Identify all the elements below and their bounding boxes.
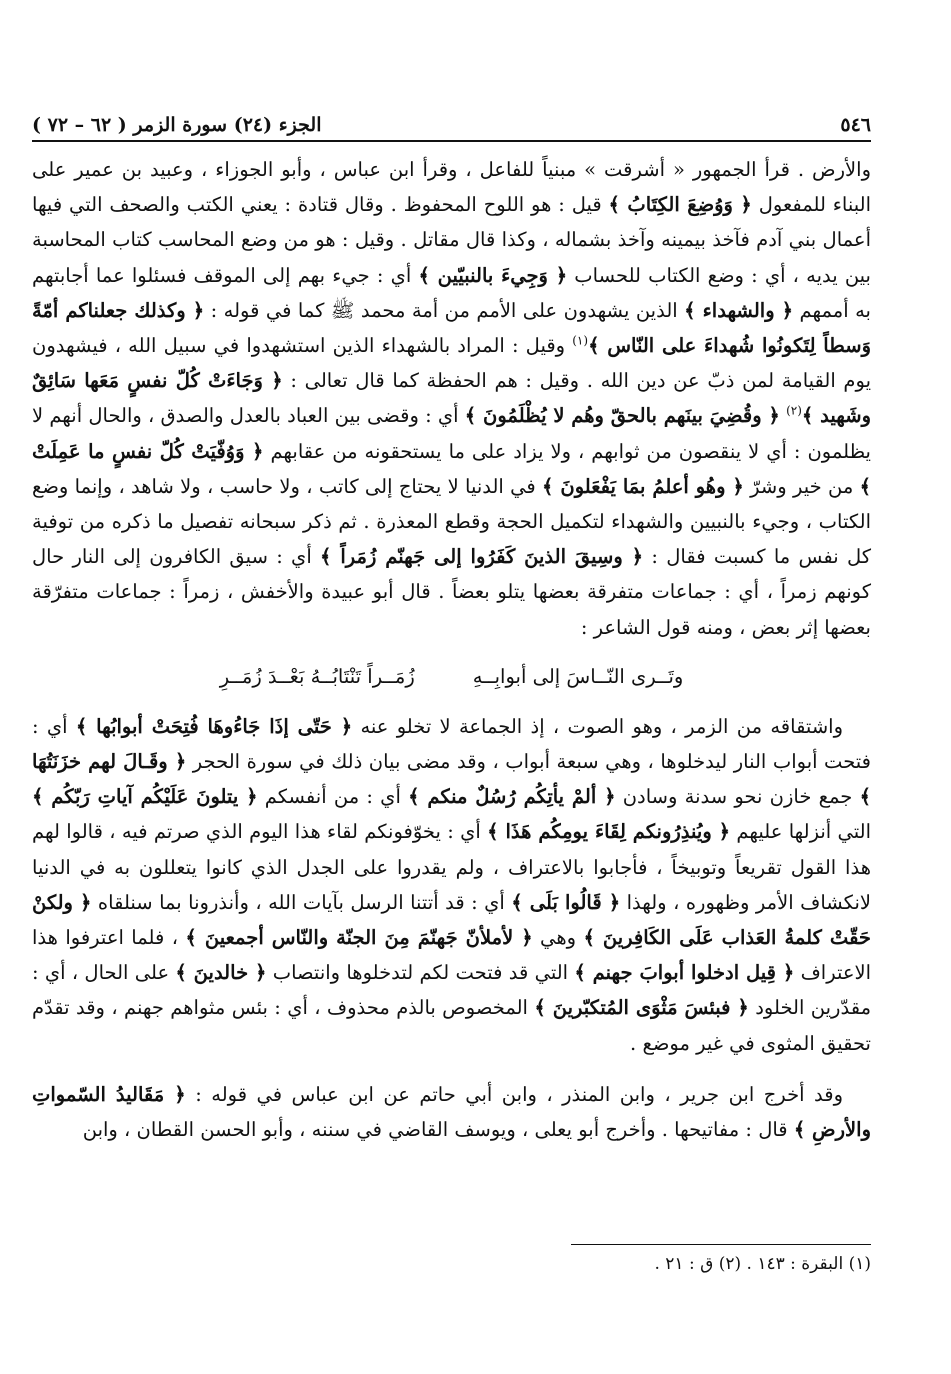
quran-verse: ﴿ وهُو أعلمُ بمَا يَفْعَلونَ ﴾ <box>542 474 744 498</box>
quran-verse: ﴿ وسِيقَ الذينَ كَفَرُوا إلى جَهنّم زُمَراً ﴾ <box>320 545 644 569</box>
quran-verse: ﴿ ويُنذِرُونكم لِقَاءَ يومِكُم هَذَا ﴾ <box>487 820 731 844</box>
footnote-reference: (١) <box>572 333 589 348</box>
text-run: أي : من أنفسكم <box>257 785 409 809</box>
text-run: وقيل : المراد بالشهداء الذين استشهدوا في سبيل الله ، فيشهدون يوم القيامة لمن ذبّ عن دين الله . وقيل : هم الحفظة كما قال تعالى : <box>32 334 872 393</box>
text-run: واشتقاقه من الزمر ، وهو الصوت ، إذ الجماعة لا تخلو عنه <box>352 714 843 738</box>
paragraph-commentary-1 <box>32 152 871 645</box>
text-run: التي قد فتحت لكم لتدخلوها وانتصاب <box>266 961 575 985</box>
quran-verse: ﴿ لأملأنّ جَهنّمَ مِنَ الجنّة والنّاس أجمعينَ ﴾ <box>185 926 533 950</box>
footnote-reference: (٢) <box>786 403 802 418</box>
section-title: الجزء (٢٤) سورة الزمر ( ٦٢ – ٧٢ ) <box>32 114 322 136</box>
text-run: والأرض . قرأ الجمهور « أشرقت » مبنياً للفاعل ، وقرأ ابن عباس ، وأبو الجوزاء ، وعبيد بن عمير على البناء للمفعول <box>32 158 871 217</box>
text-run: ، فلما اعترفوا هذا الاعتراف <box>32 926 872 985</box>
text-run: أي : سيق الكافرون إلى النار حال كونهم زمراً ، أي : جماعات متفرقة بعضها يتلو بعضاً . قال أبو عبيدة والأخفش ، زمراً : جماعات متفرّقة بعضها إثر بعض ، ومنه قول الشاعر : <box>32 545 871 639</box>
text-run: على الحال ، أي : مقدّرين الخلود <box>32 961 872 1020</box>
text-run: أي : وقضى بين العباد بالعدل والصدق ، والحال أنهم لا يظلمون : أي لا ينقصون من ثوابهم ، ولا يزاد على ما يستحقونه من عقابهم <box>32 404 871 463</box>
quran-verse: ﴿ والشهداء ﴾ <box>684 298 794 322</box>
poetry-verse <box>32 659 871 695</box>
text-run: وهي <box>532 926 584 950</box>
quran-verse: ﴿ قَالُوا بَلَى ﴾ <box>511 890 621 914</box>
quran-verse: ﴿ مَقَاليدُ السّمواتِ والأرضِ ﴾ <box>32 1082 871 1142</box>
quran-verse: ﴿ قِيل ادخلوا أبوابَ جهنم ﴾ <box>574 961 795 985</box>
main-text <box>32 152 871 1147</box>
poetry-hemistich-first: وتَــرى النّــاسَ إلى أبوابِــهِ <box>472 664 684 688</box>
text-run: التي أنزلها عليهم <box>730 820 871 844</box>
text-run: وقد أخرج ابن جرير ، وابن المنذر ، وابن أبي حاتم عن ابن عباس في قوله : <box>185 1082 843 1106</box>
running-header <box>32 96 871 142</box>
text-run: أي : يخوّفونكم لقاء هذا اليوم الذي صرتم فيه ، قالوا لهم هذا القول تقريعاً وتوبيخاً ، فأجابوا بالاعتراف ، ولم يقدروا على الجدل الذي كانوا يتعللون به في الدنيا لانكشاف الأمر وظهوره ، ولهذا <box>32 820 871 914</box>
quran-verse: ﴿ وقُضِيَ بينَهم بالحقّ وهُم لا يُظْلَمُونَ ﴾ <box>464 404 780 428</box>
quran-verse: ﴿ وكذلك جعلناكم أمّةً وَسطاً لِتَكونُوا شُهداءَ على النّاس ﴾ <box>32 298 871 358</box>
quran-verse: ﴿ وَوُضِعَ الكِتَابُ ﴾ <box>608 193 752 217</box>
quran-verse: ﴿ ولكنْ حَقّتْ كلمةُ العَذاب عَلَى الكَافِرينَ ﴾ <box>32 890 871 950</box>
text-run: الذين يشهدون على الأمم من أمة محمد ﷺ كما في قوله : <box>204 298 685 322</box>
text-run: أي : قد أتتنا الرسل بآيات الله ، وأنذرونا بما سنلقاه <box>91 890 512 914</box>
paragraph-narrations <box>32 1077 871 1147</box>
paragraph-commentary-2 <box>32 709 871 1061</box>
text-run: أي : فتحت أبواب النار ليدخلوها ، وهي سبعة أبواب ، وقد مضى بيان ذلك في سورة الحجر <box>32 714 871 774</box>
quran-verse: ﴿ خالدينَ ﴾ <box>175 961 267 985</box>
text-run: أي : جيء بهم إلى الموقف فسئلوا عما أجابتهم به أممهم <box>32 263 871 322</box>
text-run: جمع خازن نحو سدنة وسادن <box>615 785 860 809</box>
footnote: (١) البقرة : ١٤٣ . (٢) ق : ٢١ . <box>654 1254 871 1274</box>
text-run: في الدنيا لا يحتاج إلى كاتب ، ولا حاسب ، ولا شاهد ، وإنما وضع الكتاب ، وجيء بالنبيين والشهداء لتكميل الحجة وقطع المعذرة . ثم ذكر سبحانه تفصيل ما ذكره من توفية كل نفس ما كسبت فقال : <box>32 474 872 569</box>
page-number: ٥٤٦ <box>840 114 871 136</box>
quran-verse: ﴿ وَوُفّيَتْ كُلّ نفسٍ ما عَمِلَتْ ﴾ <box>32 439 872 498</box>
poetry-hemistich-second: زُمَــراً تَنْتَابُــهُ بَعْــدَ زُمَــرِ <box>219 664 415 688</box>
quran-verse: ﴿ حَتّى إذَا جَاءُوهَا فُتِحَتْ أبوابُها ﴾ <box>75 714 353 738</box>
text-run: من خير وشرّ <box>743 474 860 498</box>
footnote-divider <box>571 1244 871 1245</box>
quran-verse: ﴿ وَجِيءَ بالنبيّين ﴾ <box>418 263 568 287</box>
quran-verse: ﴿ فبئسَ مَثْوَى المُتكبّرينَ ﴾ <box>534 996 749 1020</box>
quran-verse: ﴿ وقَـالَ لهم خزَنَتُهَا ﴾ <box>32 750 871 809</box>
quran-verse: ﴿ يتلونَ عَلَيْكُم آياتِ رَبّكُم ﴾ <box>32 785 258 809</box>
text-run: قيل : هو اللوح المحفوظ . وقال قتادة : يعني الكتب والصحف التي فيها أعمال بني آدم فآخذ بيمينه وآخذ بشماله ، وكذا قال مقاتل . وقيل : هو من وضع المحاسب كتاب المحاسبة بين يديه ، أي : وضع الكتاب للحساب <box>32 193 871 287</box>
text-run: قال : مفاتيحها . وأخرج أبو يعلى ، ويوسف القاضي في سننه ، وأبو الحسن القطان ، وابن <box>82 1118 794 1142</box>
quran-verse: ﴿ وَجَاءَتْ كُلّ نفسٍ مَعَها سَائِقٌ وشَهيد ﴾ <box>32 369 871 428</box>
quran-verse: ﴿ ألمْ يأتِكُم رُسُلٌ منكم ﴾ <box>408 785 616 809</box>
text-run: المخصوص بالذم محذوف ، أي : بئس مثواهم جهنم ، وقد تقدّم تحقيق المثوى في غير موضع . <box>32 996 871 1055</box>
